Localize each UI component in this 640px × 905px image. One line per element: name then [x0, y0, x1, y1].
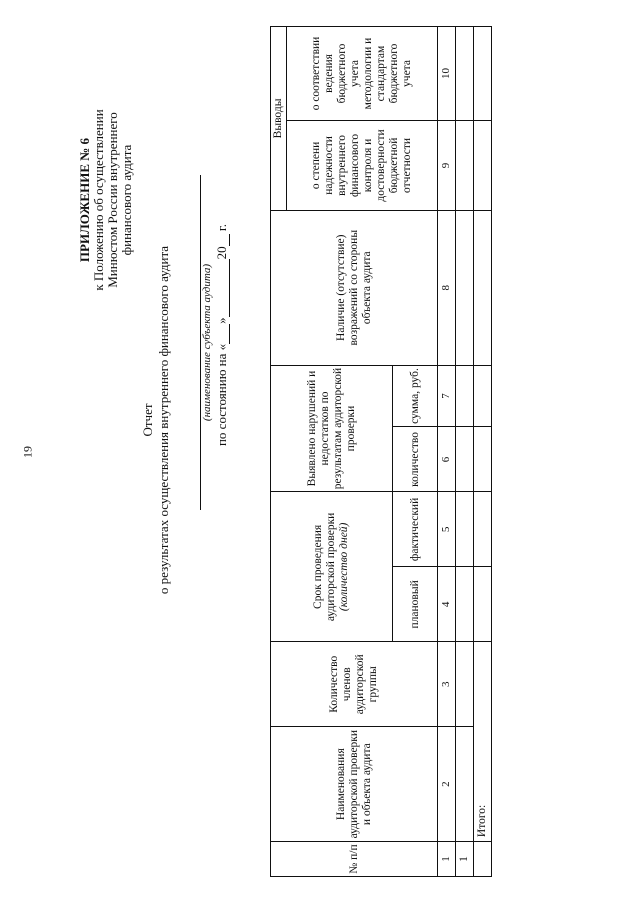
year-suffix: г. — [214, 223, 229, 232]
header-violations: Выявлено нарушений и недостатков по результатам аудиторской проверки — [271, 365, 393, 492]
total-count — [474, 427, 492, 492]
total-reliability — [474, 120, 492, 210]
col-num-10: 10 — [438, 27, 456, 121]
date-mid: » — [214, 317, 229, 324]
date-line — [214, 185, 230, 485]
col-num-5: 5 — [438, 492, 456, 567]
total-plan — [474, 567, 492, 642]
appendix-header — [78, 85, 134, 315]
row-name — [456, 727, 474, 842]
row-compliance — [456, 27, 474, 121]
header-concl-reliability: о степени надежности внутреннего финансового контроля и достоверности бюджетной отчетности — [287, 120, 438, 210]
header-concl-compliance: о соответствии ведения бюджетного учета методологии и стандартам бюджетного учета — [287, 27, 438, 121]
subject-note: (наименование субъекта аудита) — [201, 263, 213, 422]
appendix-line-2: Минюстом России внутреннего — [105, 112, 120, 288]
date-prefix: по состоянию на « — [214, 343, 229, 447]
report-title-block — [140, 205, 172, 635]
col-num-6: 6 — [438, 427, 456, 492]
report-title: Отчет — [140, 403, 155, 437]
appendix-line-3: финансового аудита — [119, 144, 134, 256]
total-row — [474, 27, 492, 877]
row-reliability — [456, 120, 474, 210]
col-num-2: 2 — [438, 727, 456, 842]
header-period-fact: фактический — [393, 492, 438, 567]
report-subtitle: о результатах осуществления внутреннего финансового аудита — [156, 245, 171, 595]
table-row — [456, 27, 474, 877]
month-blank — [217, 259, 230, 317]
year-prefix: 20 — [214, 246, 229, 260]
row-num: 1 — [456, 842, 474, 877]
total-sum — [474, 365, 492, 427]
col-num-3: 3 — [438, 642, 456, 727]
row-plan — [456, 567, 474, 642]
total-objections — [474, 210, 492, 365]
row-sum — [456, 365, 474, 427]
year-blank — [217, 234, 230, 246]
appendix-title: ПРИЛОЖЕНИЕ № 6 — [77, 137, 92, 263]
header-period — [271, 492, 393, 642]
total-empty-1 — [474, 842, 492, 877]
header-num: № п/п — [271, 842, 438, 877]
total-label: Итого: — [474, 642, 492, 842]
row-fact — [456, 492, 474, 567]
row-count — [456, 427, 474, 492]
column-number-row — [438, 27, 456, 877]
header-name: Наименования аудиторской проверки и объекта аудита — [271, 727, 438, 842]
header-period-text: Срок проведения аудиторской проверки — [312, 512, 337, 622]
appendix-line-1: к Положению об осуществлении — [91, 109, 106, 291]
row-objections — [456, 210, 474, 365]
header-members: Количество членов аудиторской группы — [271, 642, 438, 727]
col-num-8: 8 — [438, 210, 456, 365]
row-members — [456, 642, 474, 727]
header-period-note: (количество дней) — [338, 522, 350, 612]
col-num-4: 4 — [438, 567, 456, 642]
day-blank — [217, 324, 230, 344]
header-row-1 — [271, 27, 287, 877]
total-fact — [474, 492, 492, 567]
col-num-7: 7 — [438, 365, 456, 427]
total-compliance — [474, 27, 492, 121]
col-num-1: 1 — [438, 842, 456, 877]
col-num-9: 9 — [438, 120, 456, 210]
header-period-plan: плановый — [393, 567, 438, 642]
header-violations-count: количество — [393, 427, 438, 492]
report-table — [270, 26, 492, 877]
header-violations-sum: сумма, руб. — [393, 365, 438, 427]
page-number: 19 — [20, 446, 35, 458]
header-conclusions: Выводы — [271, 27, 287, 211]
header-objections: Наличие (отсутствие) возражений со стороны объекта аудита — [271, 210, 438, 365]
